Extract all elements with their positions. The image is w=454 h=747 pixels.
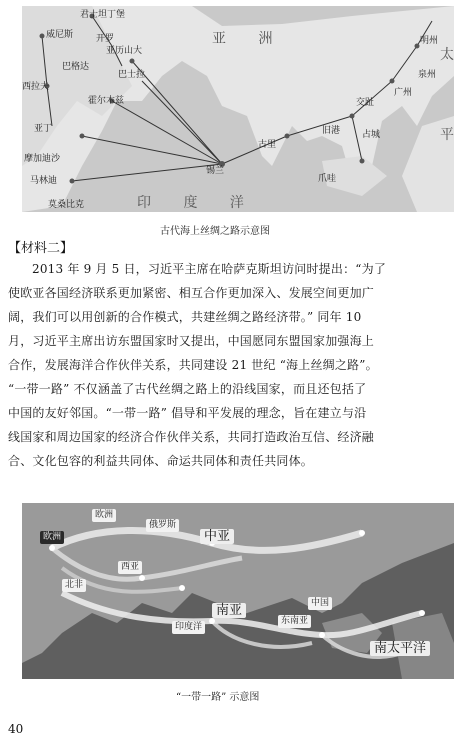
place-quanzhou: 泉州 bbox=[418, 70, 437, 80]
tag-west-europe: 欧洲 bbox=[40, 531, 64, 544]
place-jiaozhi: 交趾 bbox=[356, 98, 375, 108]
region-indian-ocean: 印 度 洋 bbox=[137, 195, 258, 211]
region-pacific-fragment-2: 平 bbox=[440, 127, 454, 143]
paragraph-line: 线国家和周边国家的经济合作伙伴关系，共同打造政治互信、经济融 bbox=[8, 430, 375, 444]
tag-north-africa: 北非 bbox=[62, 579, 86, 592]
map2-caption: “一带一路” 示意图 bbox=[176, 692, 260, 703]
tag-russia: 俄罗斯 bbox=[146, 519, 179, 532]
paragraph-line: “一带一路” 不仅涵盖了古代丝绸之路上的沿线国家，而且还包括了 bbox=[8, 382, 367, 396]
place-malindi: 马林迪 bbox=[30, 176, 58, 186]
place-sirafu: 西拉夫 bbox=[22, 82, 50, 92]
paragraph-line: 中国的友好邻国。“一带一路” 倡导和平发展的理念，旨在建立与沿 bbox=[8, 406, 367, 420]
paragraph-line: 月，习近平主席出访东盟国家时又提出，中国愿同东盟国家加强海上 bbox=[8, 334, 375, 348]
place-constantinople: 君士坦丁堡 bbox=[80, 10, 126, 20]
place-java: 爪哇 bbox=[318, 174, 337, 184]
place-hormuz: 霍尔木兹 bbox=[88, 96, 125, 106]
page-number: 40 bbox=[8, 722, 24, 736]
place-guangzhou: 广州 bbox=[394, 88, 413, 98]
paragraph-line: 使欧亚各国经济联系更加紧密、相互合作更加深入、发展空间更加广 bbox=[8, 286, 375, 300]
tag-southeast-asia: 东南亚 bbox=[278, 615, 311, 628]
paragraph-line: 阔，我们可以用创新的合作模式，共建丝绸之路经济带。” 同年 10 bbox=[8, 310, 362, 324]
place-mozambique: 莫桑比克 bbox=[48, 200, 85, 210]
place-ningbo: 明州 bbox=[420, 36, 439, 46]
belt-and-road-map bbox=[22, 503, 454, 679]
tag-indian-ocean: 印度洋 bbox=[172, 621, 205, 634]
place-alexandria: 亚历山大 bbox=[106, 46, 143, 56]
tag-south-asia: 南亚 bbox=[212, 603, 246, 618]
ancient-maritime-silk-road-map bbox=[22, 6, 454, 212]
tag-central-asia: 中亚 bbox=[200, 529, 234, 544]
paragraph-line: 合作，发展海洋合作伙伴关系，共同建设 21 世纪 “海上丝绸之路”。 bbox=[8, 358, 378, 372]
tag-europe: 欧洲 bbox=[92, 509, 116, 522]
place-sri-lanka: 锡兰 bbox=[206, 166, 225, 176]
place-mogadishu: 摩加迪沙 bbox=[24, 154, 61, 164]
place-palembang: 旧港 bbox=[322, 126, 341, 136]
tag-west-asia: 西亚 bbox=[118, 561, 142, 574]
paragraph-line: 合、文化包容的利益共同体、命运共同体和责任共同体。 bbox=[8, 454, 314, 468]
place-calicut: 古里 bbox=[258, 140, 277, 150]
place-venice: 威尼斯 bbox=[46, 30, 74, 40]
map1-caption: 古代海上丝绸之路示意图 bbox=[160, 226, 270, 237]
region-asia: 亚 洲 bbox=[212, 31, 287, 47]
region-pacific-fragment: 太 bbox=[440, 47, 454, 63]
tag-south-pacific: 南太平洋 bbox=[370, 641, 430, 656]
place-aden: 亚丁 bbox=[34, 124, 53, 134]
paragraph-line: 2013 年 9 月 5 日，习近平主席在哈萨克斯坦访问时提出：“为了 bbox=[32, 262, 387, 276]
place-baghdad: 巴格达 bbox=[62, 62, 90, 72]
material-heading: 【材料二】 bbox=[8, 241, 74, 256]
place-cairo: 开罗 bbox=[96, 34, 115, 44]
place-basra: 巴士拉 bbox=[118, 70, 146, 80]
place-champa: 占城 bbox=[362, 130, 381, 140]
tag-china: 中国 bbox=[308, 597, 332, 610]
